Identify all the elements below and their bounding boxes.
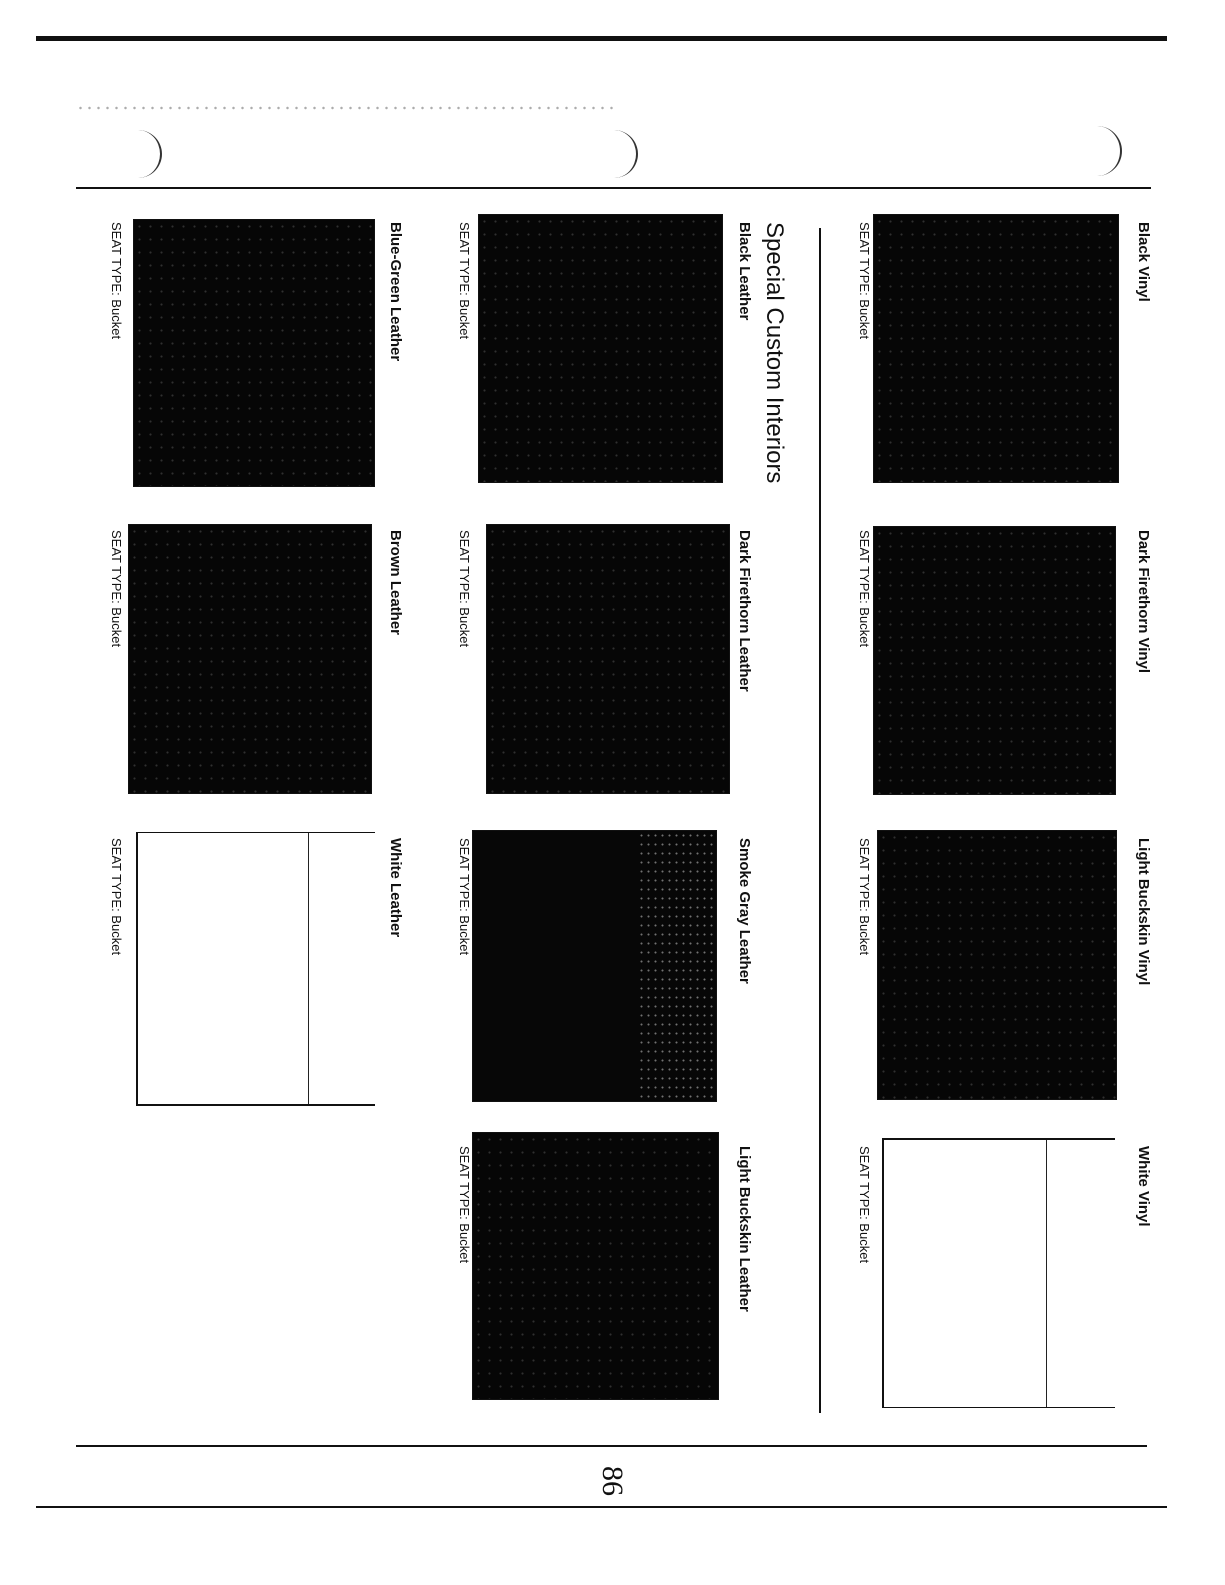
swatch-smoke-gray-leather [472,830,717,1102]
swatch-name: Black Vinyl [1135,222,1152,302]
seat-type: SEAT TYPE: Bucket [857,530,872,648]
binder-hole-left [130,130,162,178]
swatch-name: Brown Leather [387,530,404,636]
seat-type: SEAT TYPE: Bucket [457,838,472,956]
section-title: Special Custom Interiors [761,222,788,484]
swatch-brown-leather [128,524,372,794]
column-divider [819,228,821,1413]
seat-type: SEAT TYPE: Bucket [109,530,124,648]
swatch-dark-firethorn-leather [486,524,730,794]
seat-type: SEAT TYPE: Bucket [109,222,124,340]
seat-type: SEAT TYPE: Bucket [457,1146,472,1264]
seat-type: SEAT TYPE: Bucket [857,222,872,340]
swatch-black-leather [478,214,723,483]
header-scan-dots [76,106,616,110]
header-rule [76,187,1151,189]
swatch-name: Smoke Gray Leather [736,838,753,984]
seat-type: SEAT TYPE: Bucket [457,222,472,340]
swatch-name: Black Leather [736,222,753,321]
footer-rule [76,1445,1147,1447]
swatch-name: Dark Firethorn Vinyl [1135,530,1152,674]
swatch-seam [308,833,309,1104]
swatch-white-vinyl [882,1138,1115,1408]
swatch-light-buckskin-leather [472,1132,719,1400]
bottom-rule [36,1506,1167,1508]
seat-type: SEAT TYPE: Bucket [857,1146,872,1264]
swatch-dark-firethorn-vinyl [873,526,1116,795]
swatch-blue-green-leather [133,219,375,487]
swatch-light-buckskin-vinyl [877,830,1117,1100]
swatch-name: White Vinyl [1135,1146,1152,1227]
swatch-name: White Leather [387,838,404,938]
swatch-white-leather [136,832,375,1106]
seat-type: SEAT TYPE: Bucket [109,838,124,956]
swatch-seam [1046,1140,1047,1407]
top-thick-rule [36,36,1167,41]
seat-type: SEAT TYPE: Bucket [857,838,872,956]
swatch-black-vinyl [873,214,1119,483]
swatch-name: Blue-Green Leather [387,222,404,362]
page-number: 86 [596,1466,629,1496]
swatch-name: Dark Firethorn Leather [736,530,753,692]
binder-hole-right [1090,126,1122,176]
swatch-name: Light Buckskin Leather [736,1146,753,1312]
seat-type: SEAT TYPE: Bucket [457,530,472,648]
swatch-name: Light Buckskin Vinyl [1135,838,1152,986]
binder-hole-center [606,130,638,178]
